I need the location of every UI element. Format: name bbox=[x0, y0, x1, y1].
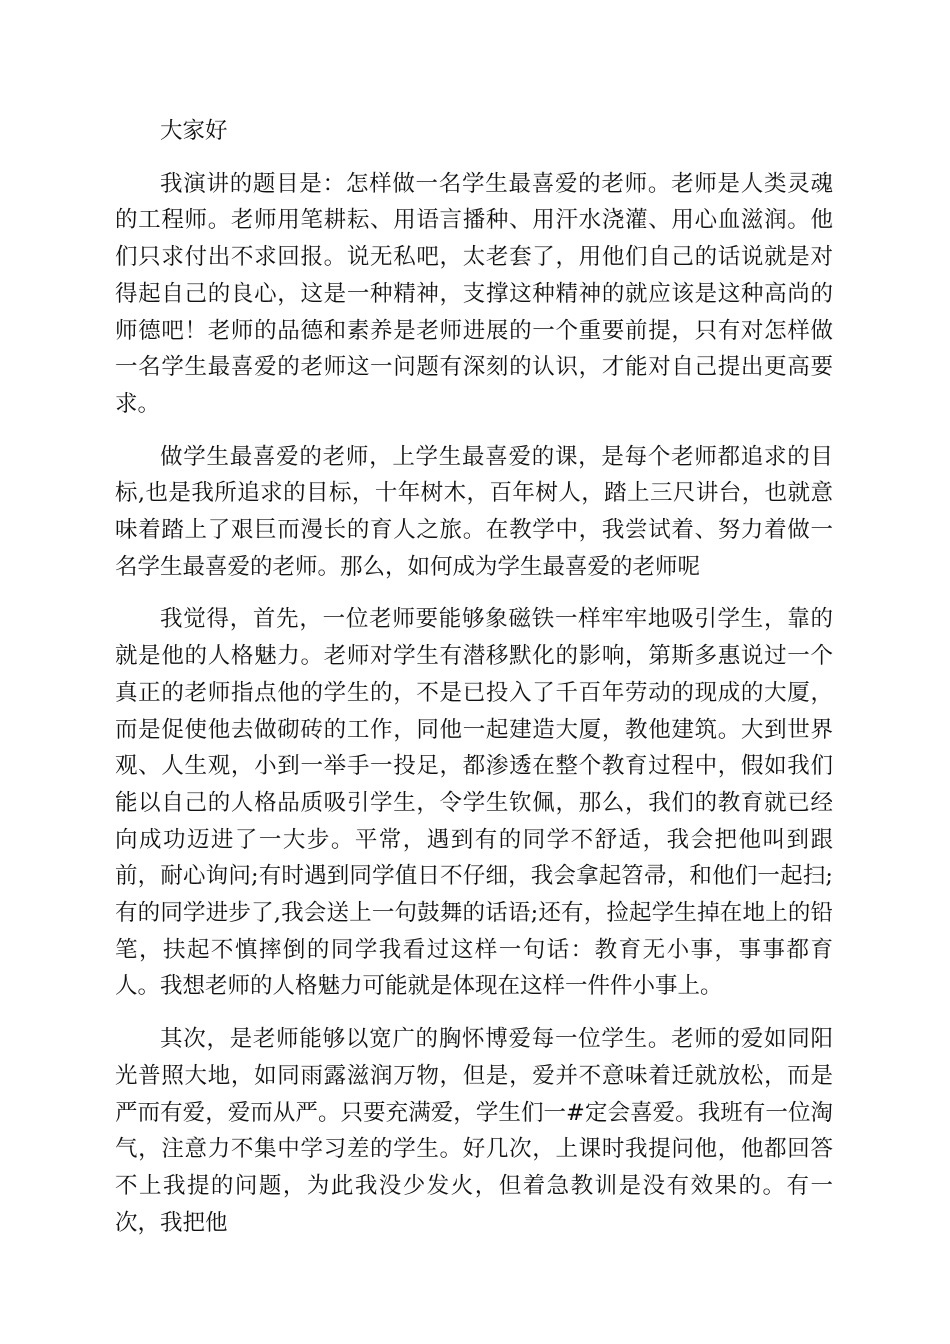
paragraph-1: 我演讲的题目是：怎样做一名学生最喜爱的老师。老师是人类灵魂的工程师。老师用笔耕耘、用语言播种、用汗水浇灌、用心血滋润。他们只求付出不求回报。说无私吧，太老套了，用他们自己的话说就是对得起自己的良心，这是一种精神，支撑这种精神的就应该是这种高尚的师德吧！老师的品德和素养是老师进展的一个重要前提，只有对怎样做一名学生最喜爱的老师这一问题有深刻的认识，才能对自己提出更高要求。 bbox=[115, 170, 833, 417]
paragraph-2: 做学生最喜爱的老师，上学生最喜爱的课，是每个老师都追求的目标,也是我所追求的目标，十年树木，百年树人，踏上三尺讲台，也就意味着踏上了艰巨而漫长的育人之旅。在教学中，我尝试着、努力着做一名学生最喜爱的老师。那么，如何成为学生最喜爱的老师呢 bbox=[115, 443, 833, 580]
document-body bbox=[115, 113, 833, 1241]
paragraph-4: 其次，是老师能够以宽广的胸怀博爱每一位学生。老师的爱如同阳光普照大地，如同雨露滋润万物，但是，爱并不意味着迁就放松，而是严而有爱，爱而从严。只要充满爱，学生们一#定会喜爱。我班有一位淘气，注意力不集中学习差的学生。好几次，上课时我提问他，他都回答不上我提的问题，为此我没少发火，但着急教训是没有效果的。有一次，我把他 bbox=[115, 1026, 833, 1236]
greeting-line: 大家好 bbox=[160, 118, 228, 144]
paragraph-3: 我觉得，首先，一位老师要能够象磁铁一样牢牢地吸引学生，靠的就是他的人格魅力。老师对学生有潜移默化的影响，第斯多惠说过一个真正的老师指点他的学生的，不是已投入了千百年劳动的现成的大厦，而是促使他去做砌砖的工作，同他一起建造大厦，教他建筑。大到世界观、人生观，小到一举手一投足，都渗透在整个教育过程中，假如我们能以自己的人格品质吸引学生，令学生钦佩，那么，我们的教育就已经向成功迈进了一大步。平常，遇到有的同学不舒适，我会把他叫到跟前，耐心询问;有时遇到同学值日不仔细，我会拿起笤帚，和他们一起扫;有的同学进步了,我会送上一句鼓舞的话语;还有，捡起学生掉在地上的铅笔，扶起不慎摔倒的同学我看过这样一句话：教育无小事，事事都育人。我想老师的人格魅力可能就是体现在这样一件件小事上。 bbox=[115, 606, 833, 1000]
